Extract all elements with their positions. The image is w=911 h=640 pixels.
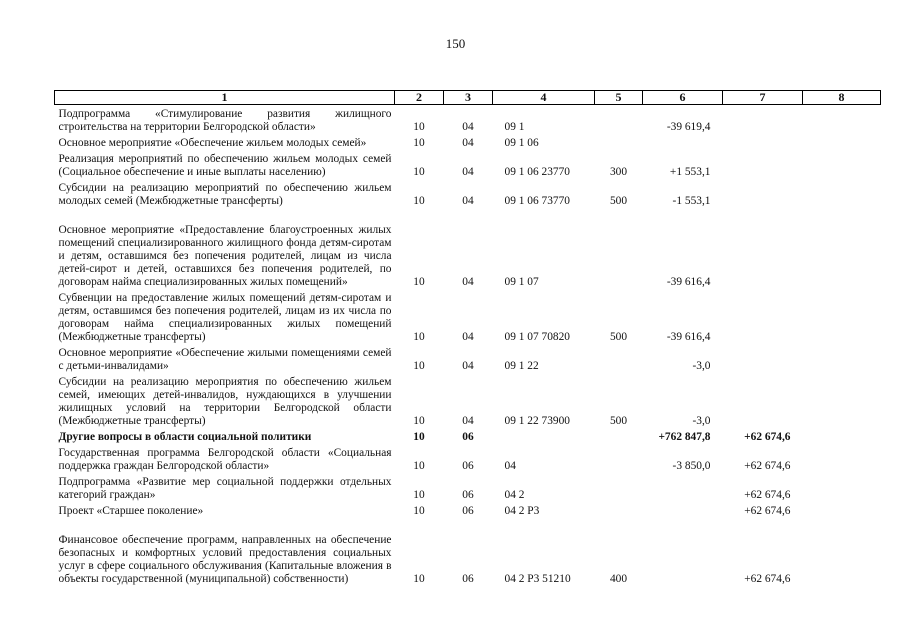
amount-cell: -39 616,4 <box>666 330 711 343</box>
target-article-cell: 09 1 22 <box>504 359 539 372</box>
target-article-cell: 09 1 06 <box>504 136 539 149</box>
target-article-cell: 04 2 P3 <box>504 504 540 517</box>
table-row <box>55 289 881 344</box>
amount-cell <box>803 150 881 179</box>
target-article-cell: 04 2 <box>504 488 525 501</box>
row-name-cell: Субсидии на реализацию мероприятий по обеспечению жильем молодых семей (Межбюджетные трансферты) <box>58 181 392 207</box>
amount-cell <box>723 344 803 373</box>
amount-cell: -3,0 <box>692 414 711 427</box>
row-name-cell: Реализация мероприятий по обеспечению жильем молодых семей (Социальное обеспечение и иные выплаты населению) <box>58 152 392 178</box>
section-code-cell: 10 <box>413 459 425 472</box>
section-code-cell: 10 <box>413 359 425 372</box>
amount-cell <box>723 150 803 179</box>
subsection-code-cell: 04 <box>462 414 474 427</box>
table-row <box>55 444 881 473</box>
expense-type-cell <box>595 473 643 502</box>
amount-cell: +62 674,6 <box>744 572 791 585</box>
section-code-cell: 10 <box>413 120 425 133</box>
column-header: 5 <box>595 91 643 105</box>
row-name-cell: Субвенции на предоставление жилых помещений детям-сиротам и детям, оставшимся без попечения родителей, лицам из их числа по договорам найма специализированных жилых помещений (Межбюджетные трансферты) <box>58 291 392 343</box>
section-code-cell: 10 <box>413 430 425 443</box>
expense-type-cell <box>595 428 643 444</box>
expense-type-cell <box>595 344 643 373</box>
amount-cell <box>723 134 803 150</box>
target-article-cell <box>493 428 595 444</box>
section-code-cell: 10 <box>413 275 425 288</box>
row-name-cell: Другие вопросы в области социальной политики <box>58 430 312 443</box>
expense-type-cell: 500 <box>609 414 628 427</box>
row-name-cell: Подпрограмма «Развитие мер социальной поддержки отдельных категорий граждан» <box>58 475 392 501</box>
table-row <box>55 502 881 518</box>
section-code-cell: 10 <box>413 330 425 343</box>
amount-cell <box>803 105 881 134</box>
amount-cell <box>643 502 723 518</box>
subsection-code-cell: 04 <box>462 120 474 133</box>
section-code-cell: 10 <box>413 165 425 178</box>
target-article-cell: 09 1 06 73770 <box>504 194 570 207</box>
subsection-code-cell: 04 <box>462 330 474 343</box>
amount-cell <box>803 428 881 444</box>
amount-cell: +1 553,1 <box>669 165 711 178</box>
amount-cell <box>643 134 723 150</box>
target-article-cell: 04 2 P3 51210 <box>504 572 571 585</box>
table-row <box>55 373 881 428</box>
target-article-cell: 09 1 22 73900 <box>504 414 570 427</box>
amount-cell: -3,0 <box>692 359 711 372</box>
table-row <box>55 518 881 586</box>
target-article-cell: 09 1 07 <box>504 275 539 288</box>
amount-cell <box>803 373 881 428</box>
section-code-cell: 10 <box>413 136 425 149</box>
amount-cell <box>723 179 803 208</box>
amount-cell: -3 850,0 <box>672 459 711 472</box>
row-name-cell: Основное мероприятие «Обеспечение жильем молодых семей» <box>58 136 367 149</box>
row-name-cell: Субсидии на реализацию мероприятия по обеспечению жильем семей, имеющих детей-инвалидов, нуждающихся в улучшении жилищных условий на территории Белгородской области (Межбюджетные трансферты) <box>58 375 392 427</box>
subsection-code-cell: 06 <box>462 572 474 585</box>
amount-cell <box>723 373 803 428</box>
table-header-row <box>55 91 881 105</box>
amount-cell <box>803 289 881 344</box>
row-name-cell: Основное мероприятие «Предоставление благоустроенных жилых помещений специализированного жилищного фонда детям-сиротам и детям, оставшимся без попечения родителей, лицам из числа детей-сирот и детей, оставшихся без попечения родителей, по договорам найма специализированных жилых помещений» <box>58 223 392 288</box>
section-code-cell: 10 <box>413 194 425 207</box>
amount-cell <box>803 179 881 208</box>
subsection-code-cell: 04 <box>462 165 474 178</box>
amount-cell <box>643 518 723 586</box>
amount-cell: +62 674,6 <box>744 504 791 517</box>
subsection-code-cell: 06 <box>462 430 474 443</box>
table-row <box>55 208 881 289</box>
column-header: 4 <box>493 91 595 105</box>
subsection-code-cell: 04 <box>462 136 474 149</box>
amount-cell <box>803 444 881 473</box>
section-code-cell: 10 <box>413 572 425 585</box>
expense-type-cell <box>595 134 643 150</box>
amount-cell <box>803 502 881 518</box>
amount-cell <box>803 208 881 289</box>
target-article-cell: 09 1 <box>504 120 525 133</box>
subsection-code-cell: 04 <box>462 194 474 207</box>
table-row <box>55 105 881 134</box>
row-name-cell: Основное мероприятие «Обеспечение жилыми помещениями семей с детьми-инвалидами» <box>58 346 392 372</box>
amount-cell <box>723 208 803 289</box>
section-code-cell: 10 <box>413 414 425 427</box>
subsection-code-cell: 06 <box>462 459 474 472</box>
amount-cell: -39 616,4 <box>666 275 711 288</box>
amount-cell <box>803 344 881 373</box>
section-code-cell: 10 <box>413 488 425 501</box>
column-header: 1 <box>55 91 395 105</box>
column-header: 8 <box>803 91 881 105</box>
table-row <box>55 134 881 150</box>
amount-cell: -1 553,1 <box>672 194 711 207</box>
target-article-cell: 09 1 07 70820 <box>504 330 570 343</box>
table-row <box>55 428 881 444</box>
column-header: 2 <box>395 91 444 105</box>
page-number: 150 <box>445 36 466 51</box>
amount-cell <box>803 518 881 586</box>
expense-type-cell <box>595 444 643 473</box>
amount-cell <box>643 473 723 502</box>
expense-type-cell: 400 <box>609 572 628 585</box>
expense-type-cell <box>595 208 643 289</box>
amount-cell: -39 619,4 <box>666 120 711 133</box>
column-header: 7 <box>723 91 803 105</box>
subsection-code-cell: 04 <box>462 275 474 288</box>
section-code-cell: 10 <box>413 504 425 517</box>
amount-cell: +62 674,6 <box>744 488 791 501</box>
amount-cell: +62 674,6 <box>744 459 791 472</box>
subsection-code-cell: 06 <box>462 504 474 517</box>
expense-type-cell <box>595 502 643 518</box>
expense-type-cell <box>595 105 643 134</box>
expense-type-cell: 300 <box>609 165 628 178</box>
subsection-code-cell: 06 <box>462 488 474 501</box>
target-article-cell: 09 1 06 23770 <box>504 165 570 178</box>
amount-cell: +62 674,6 <box>744 430 791 443</box>
column-header: 6 <box>643 91 723 105</box>
amount-cell <box>803 134 881 150</box>
amount-cell: +762 847,8 <box>658 430 711 443</box>
row-name-cell: Проект «Старшее поколение» <box>58 504 204 517</box>
amount-cell <box>723 289 803 344</box>
subsection-code-cell: 04 <box>462 359 474 372</box>
table-row <box>55 344 881 373</box>
table-row <box>55 473 881 502</box>
column-header: 3 <box>444 91 493 105</box>
row-name-cell: Подпрограмма «Стимулирование развития жилищного строительства на территории Белгородской области» <box>58 107 392 133</box>
expense-type-cell: 500 <box>609 330 628 343</box>
budget-table <box>54 90 881 586</box>
amount-cell <box>723 105 803 134</box>
table-row <box>55 179 881 208</box>
row-name-cell: Финансовое обеспечение программ, направленных на обеспечение безопасных и комфортных условий предоставления социальных услуг в сфере социального обслуживания (Капитальные вложения в объекты государственной (муниципальной) собственности) <box>58 533 392 585</box>
expense-type-cell: 500 <box>609 194 628 207</box>
amount-cell <box>803 473 881 502</box>
row-name-cell: Государственная программа Белгородской области «Социальная поддержка граждан Белгородской области» <box>58 446 392 472</box>
target-article-cell: 04 <box>504 459 516 472</box>
table-row <box>55 150 881 179</box>
